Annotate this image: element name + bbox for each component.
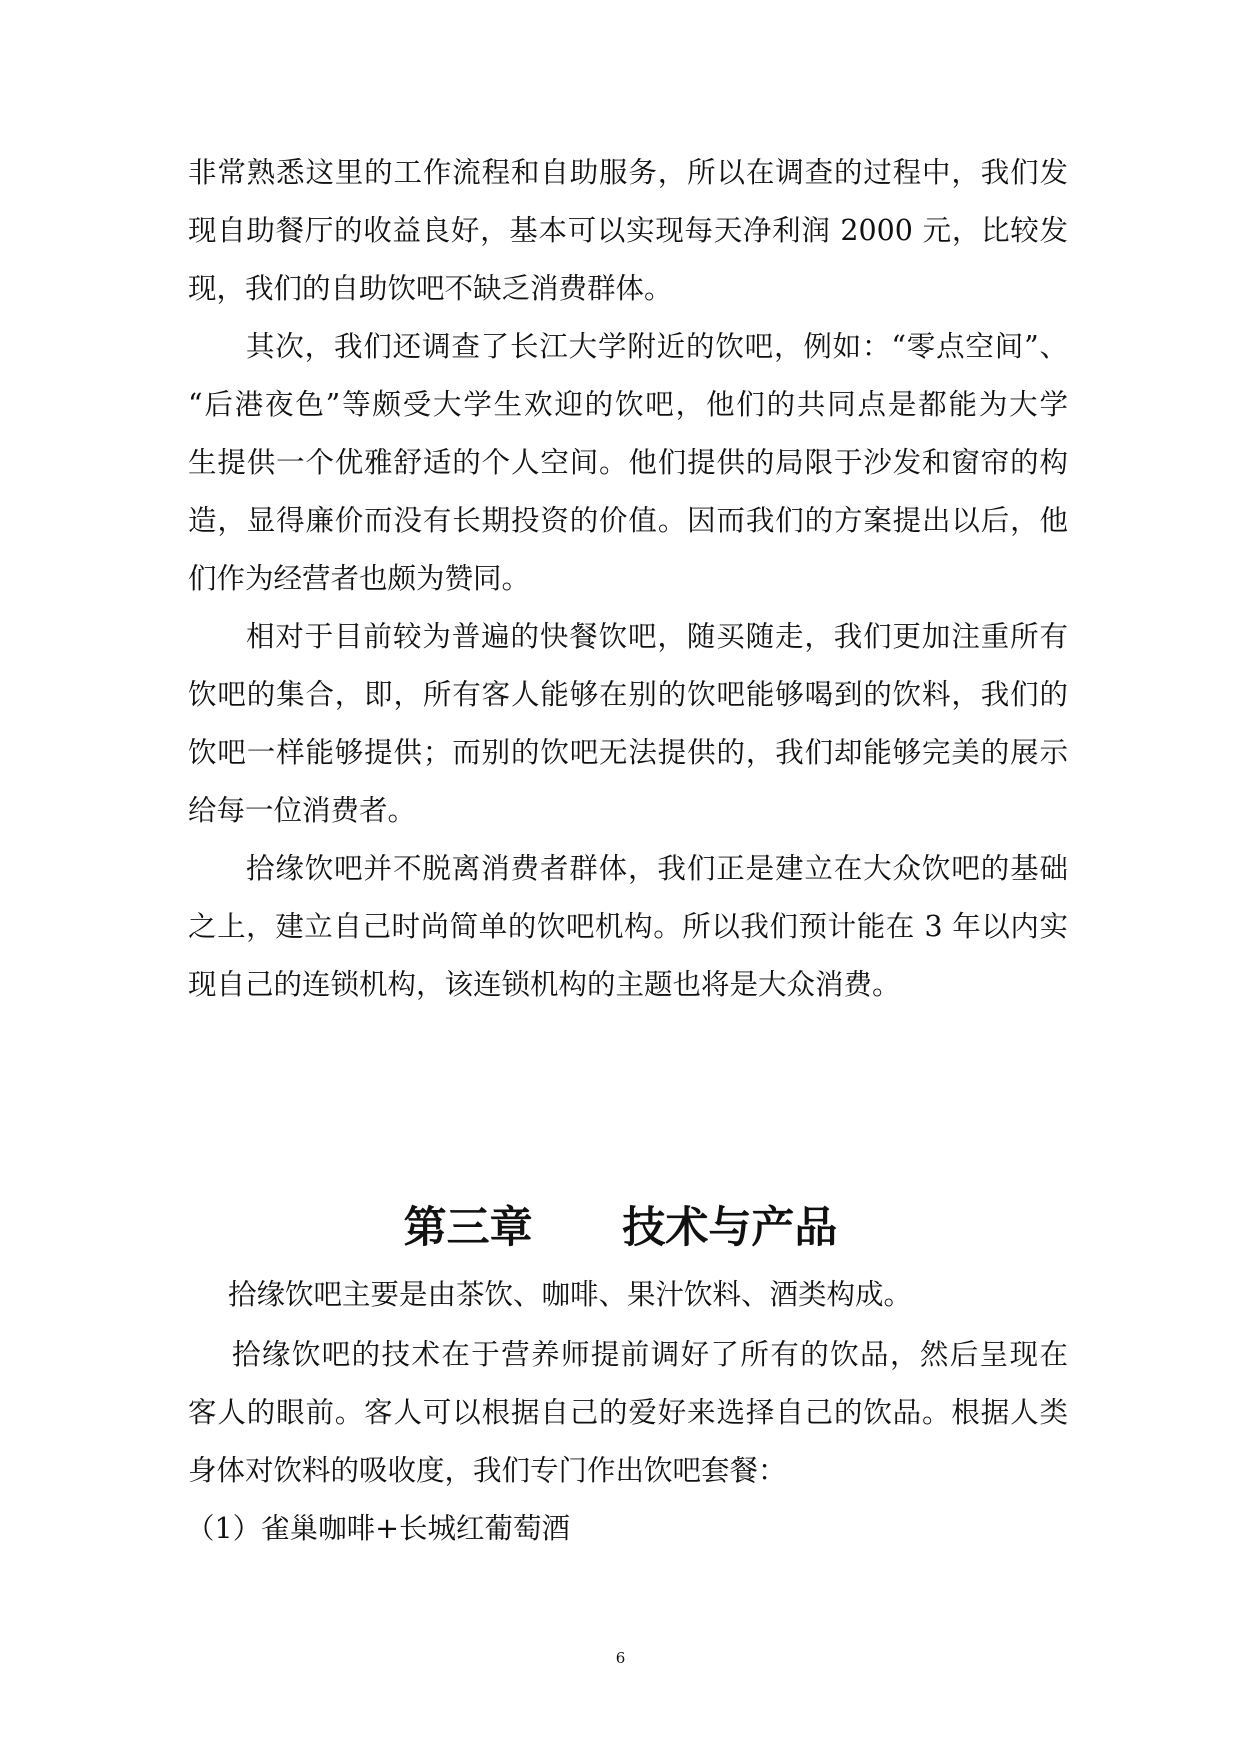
- paragraph-1-line-3: 现，我们的自助饮吧不缺乏消费群体。: [188, 272, 673, 305]
- paragraph-4-line-3: 现自己的连锁机构，该连锁机构的主题也将是大众消费。: [188, 968, 901, 1001]
- paragraph-2-line-5: 们作为经营者也颇为赞同。: [188, 562, 531, 595]
- paragraph-3-line-2: 饮吧的集合，即，所有客人能够在别的饮吧能够喝到的饮料，我们的: [188, 678, 1068, 711]
- chapter-paragraph-2-line-3: 身体对饮料的吸收度，我们专门作出饮吧套餐：: [188, 1454, 787, 1487]
- chapter-heading: 第三章 技术与产品: [403, 1203, 838, 1253]
- chapter-paragraph-2-line-2: 客人的眼前。客人可以根据自己的爱好来选择自己的饮品。根据人类: [188, 1396, 1068, 1429]
- paragraph-1-line-2: 现自助餐厅的收益良好，基本可以实现每天净利润 2000 元，比较发: [188, 214, 1068, 247]
- list-item-1: （1）雀巢咖啡+长城红葡萄酒: [186, 1512, 571, 1545]
- paragraph-3-line-1: 相对于目前较为普遍的快餐饮吧，随买随走，我们更加注重所有: [246, 620, 1068, 653]
- paragraph-3-line-4: 给每一位消费者。: [188, 794, 417, 827]
- paragraph-2-line-2: “后港夜色”等颇受大学生欢迎的饮吧，他们的共同点是都能为大学: [188, 388, 1068, 421]
- paragraph-3-line-3: 饮吧一样能够提供；而别的饮吧无法提供的，我们却能够完美的展示: [188, 736, 1068, 769]
- paragraph-1-line-1: 非常熟悉这里的工作流程和自助服务，所以在调查的过程中，我们发: [188, 156, 1068, 189]
- paragraph-2-line-4: 造，显得廉价而没有长期投资的价值。因而我们的方案提出以后，他: [188, 504, 1068, 537]
- paragraph-4-line-2: 之上，建立自己时尚简单的饮吧机构。所以我们预计能在 3 年以内实: [188, 910, 1068, 943]
- paragraph-2-line-1: 其次，我们还调查了长江大学附近的饮吧，例如：“零点空间”、: [246, 330, 1068, 363]
- page-number: 6: [615, 1649, 626, 1667]
- chapter-intro-line: 拾缘饮吧主要是由茶饮、咖啡、果汁饮料、酒类构成。: [228, 1278, 913, 1311]
- paragraph-4-line-1: 拾缘饮吧并不脱离消费者群体，我们正是建立在大众饮吧的基础: [246, 852, 1068, 885]
- paragraph-2-line-3: 生提供一个优雅舒适的个人空间。他们提供的局限于沙发和窗帘的构: [188, 446, 1068, 479]
- chapter-paragraph-2-line-1: 拾缘饮吧的技术在于营养师提前调好了所有的饮品，然后呈现在: [232, 1338, 1068, 1371]
